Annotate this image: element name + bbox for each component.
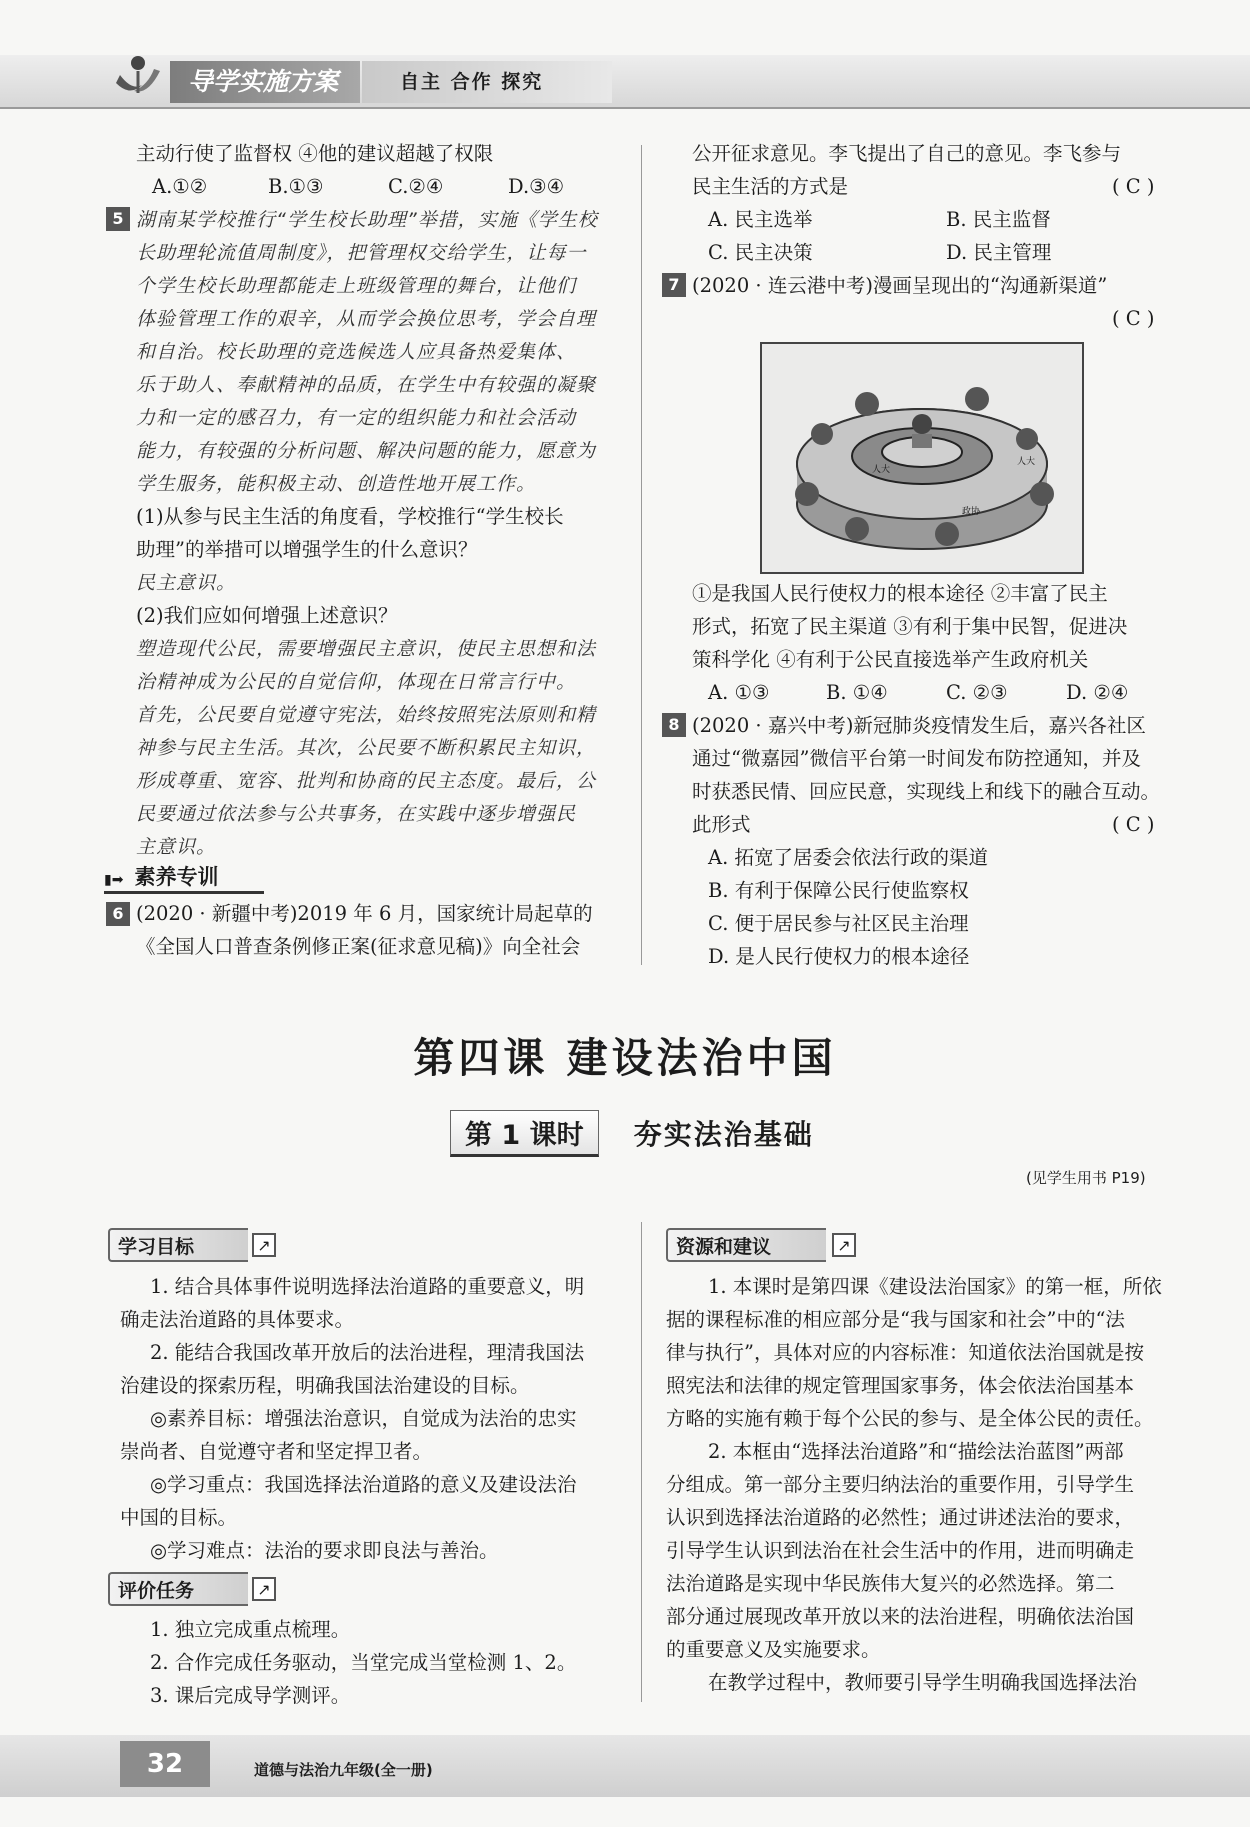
resource-line: 在教学过程中，教师要引导学生明确我国选择法治: [708, 1671, 1138, 1694]
goal-line: 1. 结合具体事件说明选择法治道路的重要意义，明: [150, 1275, 585, 1298]
q5-sub1-line: (1)从参与民主生活的角度看，学校推行“学生校长: [136, 505, 564, 528]
resources-tag: 资源和建议: [666, 1228, 826, 1262]
arrow-icon: ↗: [252, 1233, 276, 1257]
student-book-ref: (见学生用书 P19): [1026, 1169, 1146, 1187]
q6-cont-line: 民主生活的方式是: [692, 175, 849, 198]
goal-line: ◎素养目标：增强法治意识，自觉成为法治的忠实: [150, 1407, 577, 1430]
resource-line: 部分通过展现改革开放以来的法治进程，明确依法治国: [666, 1605, 1135, 1628]
q8-option-c: C. 便于居民参与社区民主治理: [708, 912, 969, 935]
q6-cont-line: 公开征求意见。李飞提出了自己的意见。李飞参与: [692, 142, 1122, 165]
q4-option-b: B.①③: [268, 175, 324, 198]
goal-line: ◎学习重点：我国选择法治道路的意义及建设法治: [150, 1473, 577, 1496]
q7-stem: (2020 · 连云港中考)漫画呈现出的“沟通新渠道”: [692, 274, 1108, 297]
q7-option-d: D. ②④: [1066, 681, 1129, 704]
q8-line: 通过“微嘉园”微信平台第一时间发布防控通知，并及: [692, 747, 1141, 770]
tasks-tag: 评价任务: [108, 1572, 248, 1606]
q7-cartoon: [760, 342, 1084, 574]
header-subtitle: 自主 合作 探究: [362, 61, 612, 103]
resource-line: 照宪法和法律的规定管理国家事务，体会依法治国基本: [666, 1374, 1135, 1397]
period-title: 夯实法治基础: [633, 1118, 814, 1151]
q6-option-a: A. 民主选举: [708, 208, 813, 231]
q5-answer2-line: 神参与民主生活。其次，公民要不断积累民主知识，: [136, 737, 597, 759]
q4-option-d: D.③④: [508, 175, 565, 198]
q7-option-a: A. ①③: [708, 681, 770, 704]
cartoon-name-card: 人大: [1017, 457, 1036, 467]
q7-statement-line: ①是我国人民行使权力的根本途径 ②丰富了民主: [692, 582, 1108, 605]
q8-option-d: D. 是人民行使权力的根本途径: [708, 945, 970, 968]
q6-line: 《全国人口普查条例修正案(征求意见稿)》向全社会: [136, 935, 581, 958]
column-divider: [641, 145, 642, 965]
q5-answer2-line: 首先，公民要自觉遵守宪法，始终按照宪法原则和精: [136, 704, 597, 726]
q8-answer: ( C ): [1112, 813, 1155, 836]
q5-line: 体验管理工作的艰辛，从而学会换位思考，学会自理: [136, 308, 597, 330]
arrow-icon: ↗: [832, 1233, 856, 1257]
q6-option-b: B. 民主监督: [946, 208, 1051, 231]
q6-number-badge: 6: [106, 902, 134, 926]
q7-answer: ( C ): [1112, 307, 1155, 330]
page-header: [0, 55, 1250, 115]
q5-answer2-line: 民要通过依法参与公共事务，在实践中逐步增强民: [136, 803, 577, 825]
resource-line: 2. 本框由“选择法治道路”和“描绘法治蓝图”两部: [708, 1440, 1124, 1463]
period-label: 第 1 课时: [450, 1110, 599, 1157]
book-title: 道德与法治九年级(全一册): [254, 1761, 433, 1779]
q7-number-badge: 7: [662, 273, 690, 297]
q5-answer2-line: 形成尊重、宽容、批判和协商的民主态度。最后，公: [136, 770, 597, 792]
header-brand: 导学实施方案: [170, 61, 360, 103]
section-title: 素养专训: [134, 865, 219, 889]
q5-answer2-line: 治精神成为公民的自觉信仰，体现在日常言行中。: [136, 671, 577, 693]
q6-option-c: C. 民主决策: [708, 241, 813, 264]
q7-statement-line: 形式，拓宽了民主渠道 ③有利于集中民智，促进决: [692, 615, 1128, 638]
q8-number-badge: 8: [662, 713, 690, 737]
q5-sub1-line: 助理”的举措可以增强学生的什么意识？: [136, 538, 478, 561]
q8-line: 时获悉民情、回应民意，实现线上和线下的融合互动。: [692, 780, 1161, 803]
resource-line: 1. 本课时是第四课《建设法治国家》的第一框，所依: [708, 1275, 1162, 1298]
q7-option-b: B. ①④: [826, 681, 888, 704]
page-number: 32: [120, 1741, 210, 1787]
q4-option-a: A.①②: [152, 175, 208, 198]
arrow-icon: ↗: [252, 1577, 276, 1601]
cartoon-drawing: [762, 344, 1082, 572]
q5-number-badge: 5: [106, 207, 134, 231]
cartoon-name-card: 政协: [962, 507, 981, 517]
arrow-icon: ▮➡: [104, 872, 124, 888]
q8-option-b: B. 有利于保障公民行使监察权: [708, 879, 969, 902]
goal-line: 确走法治道路的具体要求。: [120, 1308, 355, 1331]
q5-line: 个学生校长助理都能走上班级管理的舞台，让他们: [136, 275, 577, 297]
q5-line: 和自治。校长助理的竞选候选人应具备热爱集体、: [136, 341, 577, 363]
lesson-subtitle: [450, 1110, 814, 1154]
task-line: 2. 合作完成任务驱动，当堂完成当堂检测 1、2。: [150, 1651, 577, 1674]
resource-line: 认识到选择法治道路的必然性；通过讲述法治的要求，: [666, 1506, 1135, 1529]
q5-line: 乐于助人、奉献精神的品质，在学生中有较强的凝聚: [136, 374, 597, 396]
resource-line: 法治道路是实现中华民族伟大复兴的必然选择。第二: [666, 1572, 1115, 1595]
resource-line: 方略的实施有赖于每个公民的参与、是全体公民的责任。: [666, 1407, 1154, 1430]
resource-line: 律与执行”，具体对应的内容标准：知道依法治国就是按: [666, 1341, 1144, 1364]
q5-line: 力和一定的感召力，有一定的组织能力和社会活动: [136, 407, 577, 429]
q5-line: 学生服务，能积极主动、创造性地开展工作。: [136, 473, 537, 495]
page-footer: [0, 1735, 1250, 1805]
q5-line: 长助理轮流值周制度》，把管理权交给学生，让每一: [136, 242, 587, 264]
lesson-title: 第四课 建设法治中国: [413, 1034, 837, 1082]
resource-line: 的重要意义及实施要求。: [666, 1638, 881, 1661]
q6-option-d: D. 民主管理: [946, 241, 1052, 264]
resource-line: 引导学生认识到法治在社会生活中的作用，进而明确走: [666, 1539, 1135, 1562]
q5-line: 能力，有较强的分析问题、解决问题的能力，愿意为: [136, 440, 597, 462]
q7-option-c: C. ②③: [946, 681, 1008, 704]
goal-line: 中国的目标。: [120, 1506, 238, 1529]
q4-option-c: C.②④: [388, 175, 444, 198]
q5-answer2-line: 塑造现代公民，需要增强民主意识，使民主思想和法: [136, 638, 597, 660]
task-line: 3. 课后完成导学测评。: [150, 1684, 351, 1707]
goal-line: 治建设的探索历程，明确我国法治建设的目标。: [120, 1374, 530, 1397]
q5-answer1: 民主意识。: [136, 572, 237, 594]
q8-line: 此形式: [692, 813, 751, 836]
resource-line: 分组成。第一部分主要归纳法治的重要作用，引导学生: [666, 1473, 1135, 1496]
q5-answer2-line: 主意识。: [136, 836, 217, 858]
goal-line: ◎学习难点：法治的要求即良法与善治。: [150, 1539, 499, 1562]
section-header: [104, 861, 264, 894]
q6-line: (2020 · 新疆中考)2019 年 6 月，国家统计局起草的: [136, 902, 593, 925]
q8-option-a: A. 拓宽了居委会依法行政的渠道: [708, 846, 988, 869]
header-logo-icon: [108, 45, 168, 105]
q5-line: 湖南某学校推行“学生校长助理”举措，实施《学生校: [136, 209, 598, 231]
goal-line: 崇尚者、自觉遵守者和坚定捍卫者。: [120, 1440, 433, 1463]
q6-answer: ( C ): [1112, 175, 1155, 198]
q7-statement-line: 策科学化 ④有利于公民直接选举产生政府机关: [692, 648, 1089, 671]
cartoon-name-card: 人大: [872, 465, 891, 475]
q8-line: (2020 · 嘉兴中考)新冠肺炎疫情发生后，嘉兴各社区: [692, 714, 1146, 737]
goals-tag: 学习目标: [108, 1228, 248, 1262]
task-line: 1. 独立完成重点梳理。: [150, 1618, 351, 1641]
q5-sub2: (2)我们应如何增强上述意识？: [136, 604, 398, 627]
goal-line: 2. 能结合我国改革开放后的法治进程，理清我国法: [150, 1341, 585, 1364]
q4-tail: 主动行使了监督权 ④他的建议超越了权限: [136, 142, 494, 165]
column-divider-lower: [641, 1222, 642, 1702]
resource-line: 据的课程标准的相应部分是“我与国家和社会”中的“法: [666, 1308, 1125, 1331]
